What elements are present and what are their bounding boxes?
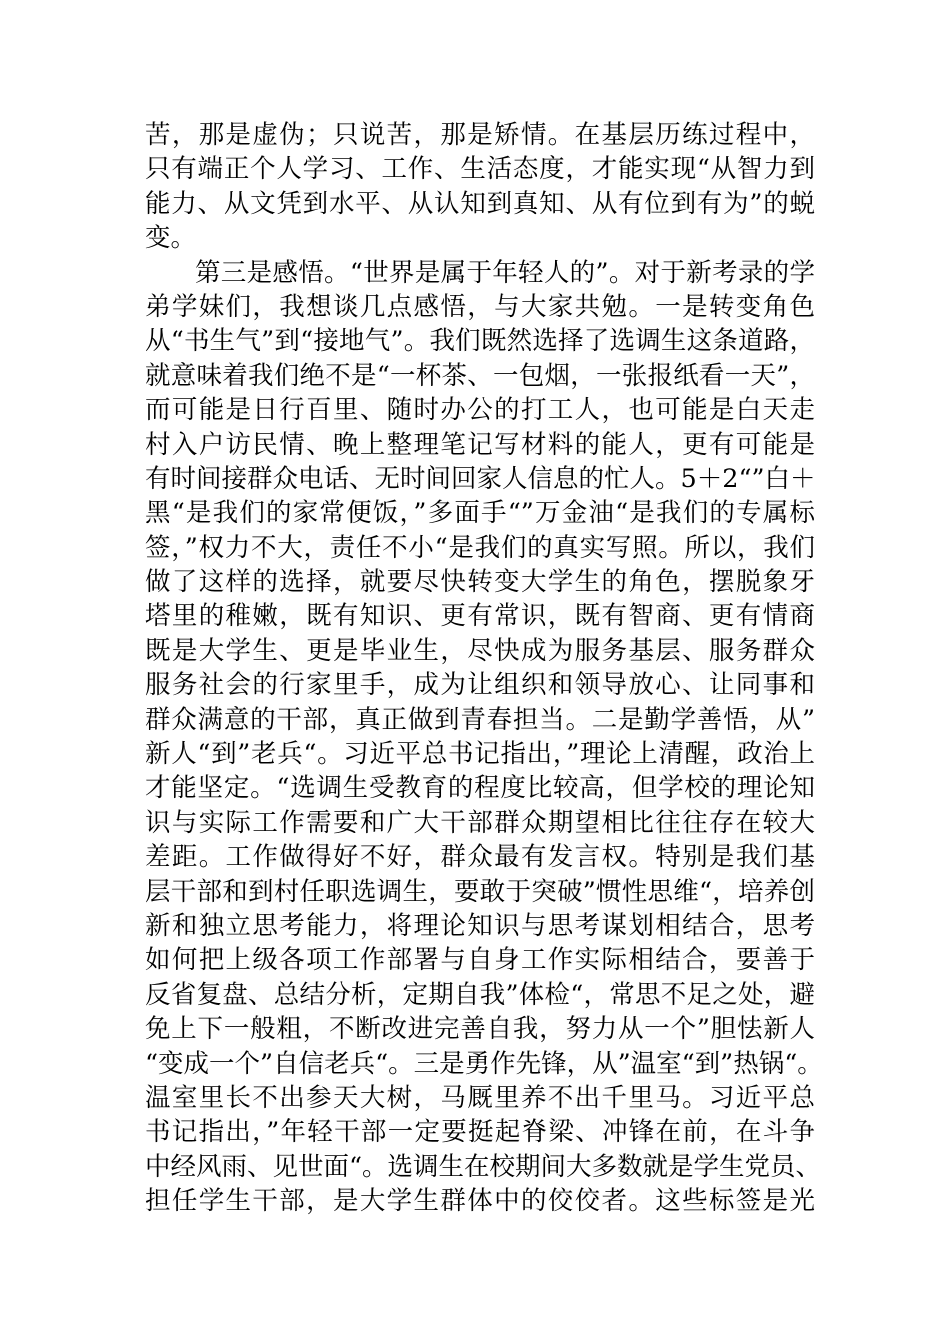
text-line: “变成一个”自信老兵“。三是勇作先锋，从”温室“到”热锅“。 — [145, 1048, 823, 1079]
text-line: 层干部和到村任职选调生，要敢于突破”惯性思维“，培养创 — [145, 876, 815, 907]
text-line: 有时间接群众电话、无时间回家人信息的忙人。5＋2“”白＋ — [145, 463, 816, 494]
text-line: 如何把上级各项工作部署与自身工作实际相结合，要善于 — [145, 945, 815, 976]
text-line: 新和独立思考能力，将理论知识与思考谋划相结合，思考 — [145, 910, 815, 941]
text-line: 服务社会的行家里手，成为让组织和领导放心、让同事和 — [145, 670, 815, 701]
text-line: 书记指出，”年轻干部一定要挺起脊梁、冲锋在前，在斗争 — [145, 1117, 815, 1148]
text-line: 黑“是我们的家常便饭，”多面手“”万金油“是我们的专属标 — [145, 498, 815, 529]
text-line: 才能坚定。“选调生受教育的程度比较高，但学校的理论知 — [145, 773, 815, 804]
text-line: 差距。工作做得好不好，群众最有发言权。特别是我们基 — [145, 842, 815, 873]
text-line: 村入户访民情、晚上整理笔记写材料的能人，更有可能是 — [145, 429, 815, 460]
text-line: 从“书生气”到“接地气”。我们既然选择了选调生这条道路， — [145, 326, 815, 357]
text-line: 群众满意的干部，真正做到青春担当。二是勤学善悟，从” — [145, 704, 815, 735]
text-line: 苦，那是虚伪；只说苦，那是矫情。在基层历练过程中， — [145, 120, 815, 150]
text-line: 弟学妹们，我想谈几点感悟，与大家共勉。一是转变角色 — [145, 291, 815, 322]
text-line: 做了这样的选择，就要尽快转变大学生的角色，摆脱象牙 — [145, 567, 815, 598]
text-line: 担任学生干部，是大学生群体中的佼佼者。这些标签是光 — [145, 1186, 815, 1217]
text-line: 中经风雨、见世面“。选调生在校期间大多数就是学生党员、 — [145, 1151, 822, 1182]
text-line: 既是大学生、更是毕业生，尽快成为服务基层、服务群众 — [145, 635, 815, 666]
body-text — [145, 118, 823, 1219]
text-line: 反省复盘、总结分析，定期自我”体检“，常思不足之处，避 — [145, 979, 815, 1010]
text-line: 变。 — [145, 223, 197, 254]
text-line: 就意味着我们绝不是“一杯茶、一包烟，一张报纸看一天”， — [145, 360, 815, 391]
text-line: 识与实际工作需要和广大干部群众期望相比往往存在较大 — [145, 807, 815, 838]
text-line: 温室里长不出参天大树，马厩里养不出千里马。习近平总 — [145, 1082, 815, 1113]
text-line: 塔里的稚嫩，既有知识、更有常识，既有智商、更有情商 — [145, 601, 815, 632]
text-line: 只有端正个人学习、工作、生活态度，才能实现“从智力到 — [145, 154, 815, 185]
text-line: 而可能是日行百里、随时办公的打工人，也可能是白天走 — [145, 395, 815, 426]
paragraph-start-line: 第三是感悟。“世界是属于年轻人的”。对于新考录的学 — [195, 257, 815, 288]
text-line: 能力、从文凭到水平、从认知到真知、从有位到有为”的蜕 — [145, 188, 815, 219]
text-line: 新人“到”老兵“。习近平总书记指出，”理论上清醒，政治上 — [145, 739, 815, 770]
text-line: 签，”权力不大，责任不小“是我们的真实写照。所以，我们 — [145, 532, 815, 563]
text-line: 免上下一般粗，不断改进完善自我，努力从一个”胆怯新人 — [145, 1014, 815, 1045]
